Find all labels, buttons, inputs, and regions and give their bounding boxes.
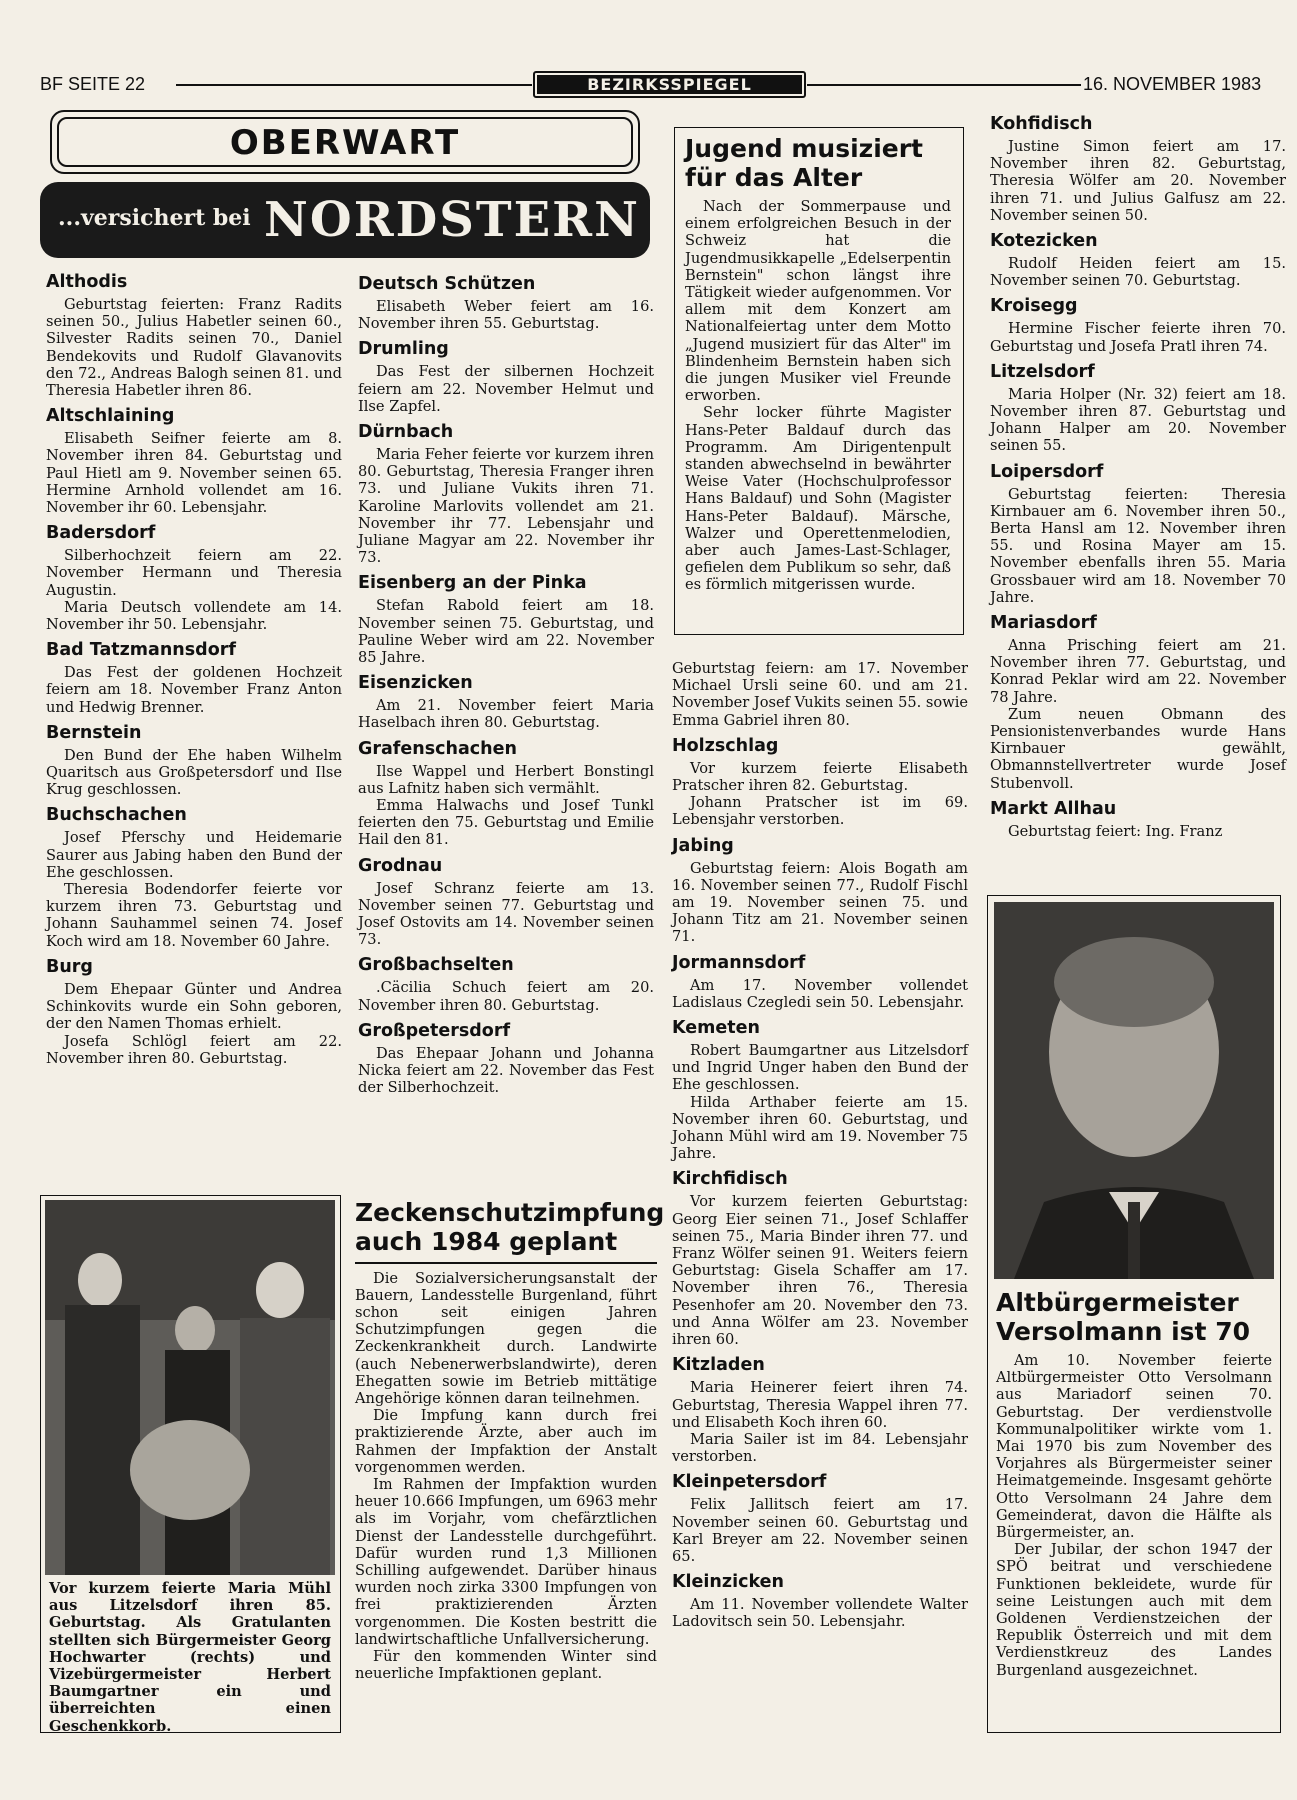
portrait-versolmann	[994, 902, 1274, 1279]
news-paragraph: Rudolf Heiden feiert am 15. November seinen 70. Geburtstag.	[990, 255, 1286, 290]
place-heading-burg: Burg	[46, 956, 93, 977]
place-heading-mariasdorf: Mariasdorf	[990, 613, 1097, 634]
place-heading-kitzladen: Kitzladen	[672, 1355, 765, 1376]
page-number: BF SEITE 22	[40, 74, 146, 94]
column-1	[46, 272, 342, 1067]
place-heading-jormannsdorf: Jormannsdorf	[672, 952, 806, 973]
article-paragraph: Der Jubilar, der schon 1947 der SPÖ beitrat und verschiedene Funktionen bekleidete, wurde für seine Leistungen auch mit dem Goldenen Verdienstzeichen der Republik Österreich und mit dem Verdienstkreuz des Landes Burgenland ausgezeichnet.	[996, 1541, 1272, 1679]
place-heading-grossbachselten: Großbachselten	[358, 955, 514, 976]
news-paragraph: Am 11. November vollendete Walter Ladovitsch sein 50. Lebensjahr.	[672, 1596, 968, 1631]
news-paragraph: Maria Heinerer feiert ihren 74. Geburtstag, Theresia Wappel ihren 77. und Elisabeth Koch ihren 60.	[672, 1379, 968, 1431]
photo-box-muehl	[40, 1195, 341, 1733]
place-heading-eisenberg-an-der-pinka: Eisenberg an der Pinka	[358, 573, 587, 594]
ad-slogan: ...versichert bei	[58, 205, 251, 231]
news-paragraph: Ilse Wappel und Herbert Bonstingl aus Lafnitz haben sich vermählt.	[358, 762, 654, 797]
section-title: BEZIRKSSPIEGEL	[537, 75, 802, 94]
news-paragraph: Robert Baumgartner aus Litzelsdorf und Ingrid Unger haben den Bund der Ehe geschlossen.	[672, 1042, 968, 1094]
place-heading-kemeten: Kemeten	[672, 1018, 760, 1039]
news-paragraph: Den Bund der Ehe haben Wilhelm Quaritsch aus Großpetersdorf und Ilse Krug geschlossen.	[46, 746, 342, 799]
place-heading-grafenschachen: Grafenschachen	[358, 738, 517, 759]
article-paragraph: Für den kommenden Winter sind neuerliche Impfaktionen geplant.	[355, 1647, 657, 1683]
article-zeckenschutz	[355, 1198, 665, 1683]
news-paragraph: Silberhochzeit feiern am 22. November Hermann und Theresia Augustin.	[46, 547, 342, 599]
article-paragraph: Nach der Sommerpause und einem erfolgreichen Besuch in der Schweiz hat die Jugendmusikkapelle „Edelserpentin Bernstein" schon längst ihre Tätigkeit wieder aufgenommen. Vor allem mit dem Konzert am Nationalfeiertag unter dem Motto „Jugend musiziert für das Alter" im Blindenheim Bernstein haben sich die jungen Musiker viel Freunde erworben.	[685, 198, 951, 405]
news-paragraph: Stefan Rabold feiert am 18. November seinen 75. Geburtstag, und Pauline Weber wird am 22. November 85 Jahre.	[358, 597, 654, 667]
news-paragraph: .Cäcilia Schuch feiert am 20. November ihren 80. Geburtstag.	[358, 979, 654, 1014]
article-paragraph: Am 10. November feierte Altbürgermeister Otto Versolmann aus Mariadorf seinen 70. Geburtstag. Der verdienstvolle Kommunalpolitiker wirkte vom 1. Mai 1970 bis zum November des Vorjahres als Bürgermeister seiner Heimatgemeinde. Insgesamt gehörte Otto Versolmann 24 Jahre dem Gemeinderat, davon die Hälfte als Bürgermeister, an.	[996, 1352, 1272, 1542]
place-heading-kleinpetersdorf: Kleinpetersdorf	[672, 1472, 827, 1493]
news-paragraph: Geburtstag feierten: Theresia Kirnbauer am 6. November ihren 50., Berta Hansl am 12. November ihren 55. und Rosina Mayer am 15. November ebenfalls ihren 55. Maria Grossbauer wird am 18. November 70 Jahre.	[990, 485, 1286, 606]
news-paragraph: Am 21. November feiert Maria Haselbach ihren 80. Geburtstag.	[358, 697, 654, 732]
oberwart-banner	[50, 110, 640, 174]
place-heading-grosspetersdorf: Großpetersdorf	[358, 1020, 511, 1041]
place-heading-kleinzicken: Kleinzicken	[672, 1572, 784, 1593]
place-heading-kirchfidisch: Kirchfidisch	[672, 1169, 788, 1190]
news-paragraph: Josefa Schlögl feiert am 22. November ihren 80. Geburtstag.	[46, 1032, 342, 1067]
zecken-rule	[355, 1262, 657, 1264]
article-paragraph: Sehr locker führte Magister Hans-Peter Baldauf durch das Programm. Am Dirigentenpult standen abwechselnd in bewährter Weise Vater (Hochschulprofessor Hans Baldauf) und Sohn (Magister Hans-Peter Baldauf). Märsche, Walzer und Operettenmelodien, aber auch James-Last-Schlager, gefielen dem Publikum so sehr, daß es förmlich mitgerissen wurde.	[685, 404, 951, 594]
news-paragraph: Justine Simon feiert am 17. November ihren 82. Geburtstag, Theresia Wölfer am 20. November ihren 71. und Julius Galfusz am 22. November seinen 50.	[990, 138, 1286, 224]
news-paragraph: Hilda Arthaber feierte am 15. November ihren 60. Geburtstag, und Johann Mühl wird am 19. November 75 Jahre.	[672, 1093, 968, 1163]
news-paragraph: Vor kurzem feierte Elisabeth Pratscher ihren 82. Geburtstag.	[672, 759, 968, 795]
article-paragraph: Die Sozialversicherungsanstalt der Bauern, Landesstelle Burgenland, führt schon seit einigen Jahren Schutzimpfungen gegen die Zeckenkrankheit durch. Landwirte (auch Nebenerwerbslandwirte), deren Ehegatten sowie im Betrieb mittätige Angehörige können daran teilnehmen.	[355, 1269, 657, 1407]
place-heading-althodis: Althodis	[46, 272, 128, 292]
column-2	[358, 274, 654, 1097]
column-3	[672, 660, 968, 1631]
zecken-title: Zeckenschutzimpfung auch 1984 geplant	[355, 1198, 665, 1256]
place-heading-holzschlag: Holzschlag	[672, 735, 779, 756]
article-jugend	[685, 134, 951, 594]
photo-figures	[45, 1200, 335, 1575]
place-heading-bad-tatzmannsdorf: Bad Tatzmannsdorf	[46, 640, 236, 661]
place-heading-litzelsdorf: Litzelsdorf	[990, 361, 1095, 382]
place-heading-drumling: Drumling	[358, 339, 449, 360]
news-paragraph: Maria Deutsch vollendete am 14. November ihr 50. Lebensjahr.	[46, 598, 342, 634]
news-paragraph: Elisabeth Weber feiert am 16. November ihren 55. Geburtstag.	[358, 298, 654, 333]
place-heading-kroisegg: Kroisegg	[990, 296, 1078, 317]
col3-intro: Geburtstag feiern: am 17. November Michael Ursli seine 60. und am 21. November Josef Vukits seinen 55. sowie Emma Gabriel ihren 80.	[672, 660, 968, 729]
place-heading-kotezicken: Kotezicken	[990, 231, 1098, 252]
article-versolmann	[996, 1288, 1272, 1679]
news-paragraph: Am 17. November vollendet Ladislaus Czegledi sein 50. Lebensjahr.	[672, 976, 968, 1011]
news-paragraph: Maria Sailer ist im 84. Lebensjahr verstorben.	[672, 1430, 968, 1466]
news-paragraph: Maria Feher feierte vor kurzem ihren 80. Geburtstag, Theresia Franger ihren 73. und Juliane Vukits ihren 71. Karoline Marlovits vollendet am 21. November ihr 77. Lebensjahr und Juliane Magyar am 22. November ihr 73.	[358, 446, 654, 567]
header-rule-right	[807, 84, 1081, 86]
news-paragraph: Hermine Fischer feierte ihren 70. Geburtstag und Josefa Pratl ihren 74.	[990, 320, 1286, 355]
photo-birthday-gratulation	[45, 1200, 335, 1575]
place-heading-eisenzicken: Eisenzicken	[358, 673, 473, 694]
versolmann-title: Altbürgermeister Versolmann ist 70	[996, 1288, 1251, 1346]
news-paragraph: Geburtstag feiern: Alois Bogath am 16. November seinen 77., Rudolf Fischl am 19. November seinen 75. und Johann Titz am 21. November seinen 71.	[672, 859, 968, 946]
place-heading-markt-allhau: Markt Allhau	[990, 798, 1117, 819]
issue-date: 16. NOVEMBER 1983	[1083, 74, 1262, 94]
place-heading-jabing: Jabing	[672, 835, 734, 856]
header-rule-left	[176, 84, 532, 86]
news-paragraph: Elisabeth Seifner feierte am 8. November ihren 84. Geburtstag und Paul Hietl am 9. November seinen 65. Hermine Arnhold vollendet am 16. November ihr 60. Lebensjahr.	[46, 430, 342, 517]
news-paragraph: Maria Holper (Nr. 32) feiert am 18. November ihren 87. Geburtstag und Johann Halper am 20. November seinen 55.	[990, 385, 1286, 455]
place-heading-grodnau: Grodnau	[358, 855, 443, 876]
place-heading-buchschachen: Buchschachen	[46, 805, 187, 826]
news-paragraph: Emma Halwachs und Josef Tunkl feierten den 75. Geburtstag und Emilie Hail den 81.	[358, 797, 654, 849]
article-jugend-box	[674, 127, 964, 635]
place-heading-loipersdorf: Loipersdorf	[990, 461, 1104, 482]
nordstern-bar	[40, 182, 650, 258]
portrait-figure	[994, 902, 1274, 1279]
ad-brand: NORDSTERN	[264, 192, 640, 248]
photo-caption: Vor kurzem feierte Maria Mühl aus Litzelsdorf ihren 85. Geburtstag. Als Gratulanten stellten sich Bürgermeister Georg Hochwarter (rechts) und Vizebürgermeister Herbert Baumgartner ein und überreichten einen Geschenkkorb.	[49, 1580, 331, 1735]
oberwart-label: OBERWART	[57, 117, 633, 167]
article-paragraph: Im Rahmen der Impfaktion wurden heuer 10.666 Impfungen, um 6963 mehr als im Vorjahr, vom chefärztlichen Dienst der Landesstelle durchgeführt. Dafür wurden rund 1,3 Millionen Schilling aufgewendet. Darüber hinaus wurden noch zirka 3300 Impfungen von frei praktizierenden Ärzten vorgenommen. Die Kosten bestritt die landwirtschaftliche Unfallversicherung.	[355, 1475, 657, 1648]
news-paragraph: Das Fest der goldenen Hochzeit feiern am 18. November Franz Anton und Hedwig Brenner.	[46, 664, 342, 716]
news-paragraph: Geburtstag feiert: Ing. Franz	[1008, 822, 1223, 840]
news-paragraph: Das Ehepaar Johann und Johanna Nicka feiert am 22. November das Fest der Silberhochzeit.	[358, 1044, 654, 1097]
news-paragraph: Das Fest der silbernen Hochzeit feiern am 22. November Helmut und Ilse Zapfel.	[358, 363, 654, 415]
column-4	[990, 114, 1286, 840]
news-paragraph: Vor kurzem feierten Geburtstag: Georg Eier seinen 71., Josef Schlaffer seinen 75., Maria Binder ihren 77. und Franz Wölfer seinen 91. Weiters feiern Geburtstag: Gisela Schaffer am 17. November ihren 76., Theresia Pesenhofer am 20. November den 73. und Anna Wölfer am 23. November ihren 60.	[672, 1193, 968, 1349]
place-heading-altschlaining: Altschlaining	[46, 406, 175, 427]
news-paragraph: Josef Schranz feierte am 13. November seinen 77. Geburtstag und Josef Ostovits am 14. November seinen 73.	[358, 879, 654, 949]
article-paragraph: Die Impfung kann durch frei praktizierende Ärzte, aber auch im Rahmen der Impfaktion der Anstalt vorgenommen werden.	[355, 1407, 657, 1476]
news-paragraph: Johann Pratscher ist im 69. Lebensjahr verstorben.	[672, 794, 968, 829]
nordstern-ad	[40, 110, 650, 258]
place-heading-duernbach: Dürnbach	[358, 422, 454, 443]
place-heading-deutsch-schuetzen: Deutsch Schützen	[358, 274, 536, 294]
jugend-title: Jugend musiziert für das Alter	[685, 134, 924, 192]
news-paragraph: Zum neuen Obmann des Pensionistenverbandes wurde Hans Kirnbauer gewählt, Obmannstellvertreter wurde Josef Stubenvoll.	[990, 705, 1286, 792]
article-versolmann-box	[987, 895, 1281, 1733]
news-paragraph: Theresia Bodendorfer feierte vor kurzem ihren 73. Geburtstag und Johann Sauhammel seinen 74. Josef Koch wird am 18. November 60 Jahre.	[46, 881, 342, 950]
place-heading-kohfidisch: Kohfidisch	[990, 114, 1093, 134]
news-paragraph: Felix Jallitsch feiert am 17. November seinen 60. Geburtstag und Karl Breyer am 22. November seinen 65.	[672, 1496, 968, 1565]
news-paragraph: Anna Prisching feiert am 21. November ihren 77. Geburtstag, und Konrad Peklar wird am 22. November 78 Jahre.	[990, 637, 1286, 706]
place-heading-badersdorf: Badersdorf	[46, 523, 156, 544]
news-paragraph: Geburtstag feierten: Franz Radits seinen 50., Julius Habetler seinen 60., Silvester Radits seinen 70., Daniel Bendekovits und Rudolf Glavanovits den 72., Andreas Balogh seinen 81. und Theresia Habetler ihren 86.	[46, 296, 342, 400]
news-paragraph: Josef Pferschy und Heidemarie Saurer aus Jabing haben den Bund der Ehe geschlossen.	[46, 829, 342, 881]
place-heading-bernstein: Bernstein	[46, 722, 142, 743]
news-paragraph: Dem Ehepaar Günter und Andrea Schinkovits wurde ein Sohn geboren, der den Namen Thomas erhielt.	[46, 980, 342, 1033]
section-badge	[533, 71, 806, 98]
